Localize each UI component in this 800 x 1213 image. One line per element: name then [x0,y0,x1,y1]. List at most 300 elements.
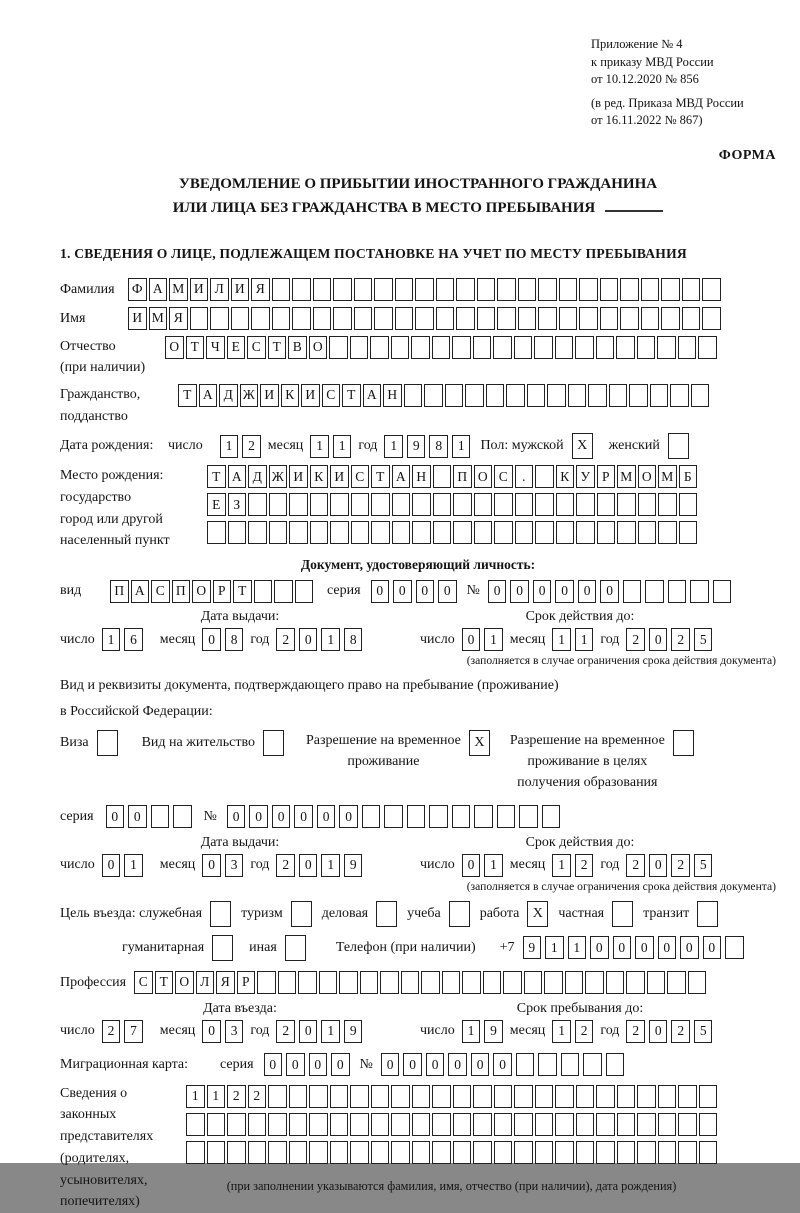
char-cell[interactable] [678,1085,697,1108]
char-cell[interactable]: Е [207,493,226,516]
char-cell[interactable] [477,278,496,301]
char-cell[interactable]: 0 [299,854,318,877]
char-cell[interactable] [295,580,314,603]
char-cell[interactable] [432,1141,451,1164]
char-cell[interactable]: 2 [276,628,295,651]
char-cell[interactable] [248,1141,267,1164]
char-cell[interactable]: И [260,384,279,407]
char-cell[interactable] [412,521,431,544]
char-cell[interactable] [313,278,332,301]
char-cell[interactable] [186,1141,205,1164]
char-cell[interactable] [227,1141,246,1164]
char-cell[interactable]: 0 [613,936,632,959]
char-cell[interactable]: О [474,465,493,488]
char-cell[interactable] [269,521,288,544]
char-cell[interactable] [272,278,291,301]
char-cell[interactable] [661,307,680,330]
char-cell[interactable]: 0 [299,628,318,651]
char-cell[interactable] [486,384,505,407]
char-cell[interactable]: 2 [276,1020,295,1043]
char-cell[interactable] [497,307,516,330]
char-cell[interactable] [606,1053,625,1076]
char-cell[interactable]: 0 [658,936,677,959]
char-cell[interactable] [452,805,471,828]
char-cell[interactable] [494,521,513,544]
char-cell[interactable] [535,493,554,516]
char-cell[interactable]: 0 [680,936,699,959]
char-cell[interactable] [688,971,707,994]
char-cell[interactable] [313,307,332,330]
char-cell[interactable]: 0 [493,1053,512,1076]
char-cell[interactable] [371,521,390,544]
char-cell[interactable] [453,1085,472,1108]
char-cell[interactable]: 0 [106,805,125,828]
char-cell[interactable]: 0 [533,580,552,603]
char-cell[interactable]: 1 [321,854,340,877]
char-cell[interactable] [596,336,615,359]
char-cell[interactable] [424,384,443,407]
char-cell[interactable] [207,521,226,544]
char-cell[interactable]: 0 [202,1020,221,1043]
char-cell[interactable] [606,971,625,994]
char-cell[interactable] [597,493,616,516]
char-cell[interactable] [568,384,587,407]
char-cell[interactable]: 0 [286,1053,305,1076]
char-cell[interactable]: 0 [649,628,668,651]
char-cell[interactable]: 2 [102,1020,121,1043]
char-cell[interactable] [698,336,717,359]
char-cell[interactable] [474,493,493,516]
char-cell[interactable] [637,1085,656,1108]
char-cell[interactable] [575,336,594,359]
purpose-study-checkbox[interactable] [449,901,470,927]
char-cell[interactable] [556,493,575,516]
char-cell[interactable] [251,307,270,330]
char-cell[interactable]: Д [248,465,267,488]
char-cell[interactable] [535,465,554,488]
char-cell[interactable] [351,521,370,544]
char-cell[interactable]: Р [213,580,232,603]
char-cell[interactable] [391,1141,410,1164]
char-cell[interactable] [330,1113,349,1136]
char-cell[interactable] [641,307,660,330]
char-cell[interactable] [514,336,533,359]
temp-permit-checkbox[interactable]: X [469,730,490,756]
char-cell[interactable] [432,336,451,359]
char-cell[interactable]: И [190,278,209,301]
char-cell[interactable]: С [151,580,170,603]
char-cell[interactable]: 0 [471,1053,490,1076]
char-cell[interactable] [620,278,639,301]
char-cell[interactable] [637,1141,656,1164]
char-cell[interactable]: 0 [331,1053,350,1076]
char-cell[interactable]: Т [342,384,361,407]
char-cell[interactable] [538,1053,557,1076]
char-cell[interactable] [371,493,390,516]
purpose-tourism-checkbox[interactable] [291,901,312,927]
char-cell[interactable]: А [392,465,411,488]
char-cell[interactable] [333,278,352,301]
sex-male-checkbox[interactable]: X [572,433,593,459]
char-cell[interactable] [585,971,604,994]
char-cell[interactable] [415,278,434,301]
char-cell[interactable] [392,493,411,516]
char-cell[interactable]: И [289,465,308,488]
char-cell[interactable]: М [149,307,168,330]
char-cell[interactable]: В [288,336,307,359]
char-cell[interactable]: 8 [429,435,448,458]
char-cell[interactable] [576,493,595,516]
char-cell[interactable] [269,493,288,516]
char-cell[interactable]: 8 [225,628,244,651]
char-cell[interactable]: И [128,307,147,330]
char-cell[interactable]: 0 [649,854,668,877]
char-cell[interactable] [207,1141,226,1164]
char-cell[interactable] [699,1085,718,1108]
char-cell[interactable] [579,307,598,330]
char-cell[interactable]: А [363,384,382,407]
char-cell[interactable] [559,307,578,330]
char-cell[interactable]: Ж [269,465,288,488]
char-cell[interactable]: М [617,465,636,488]
char-cell[interactable] [725,936,744,959]
char-cell[interactable]: 2 [626,628,645,651]
char-cell[interactable] [514,1113,533,1136]
char-cell[interactable] [248,1113,267,1136]
char-cell[interactable]: 6 [124,628,143,651]
char-cell[interactable]: 9 [523,936,542,959]
char-cell[interactable] [433,465,452,488]
char-cell[interactable] [371,1113,390,1136]
char-cell[interactable]: 0 [578,580,597,603]
char-cell[interactable] [333,307,352,330]
char-cell[interactable] [477,307,496,330]
char-cell[interactable] [268,1141,287,1164]
char-cell[interactable]: П [453,465,472,488]
char-cell[interactable] [597,521,616,544]
char-cell[interactable]: А [149,278,168,301]
char-cell[interactable] [600,307,619,330]
char-cell[interactable] [391,336,410,359]
char-cell[interactable] [278,971,297,994]
char-cell[interactable] [248,521,267,544]
char-cell[interactable] [272,307,291,330]
char-cell[interactable] [682,278,701,301]
char-cell[interactable] [617,1085,636,1108]
char-cell[interactable]: 0 [462,628,481,651]
char-cell[interactable] [292,307,311,330]
char-cell[interactable] [151,805,170,828]
char-cell[interactable] [374,278,393,301]
char-cell[interactable]: 2 [671,854,690,877]
char-cell[interactable] [620,307,639,330]
char-cell[interactable]: А [199,384,218,407]
char-cell[interactable] [289,1141,308,1164]
char-cell[interactable] [519,805,538,828]
char-cell[interactable] [445,384,464,407]
char-cell[interactable] [617,493,636,516]
char-cell[interactable] [309,1085,328,1108]
char-cell[interactable]: 1 [552,628,571,651]
char-cell[interactable] [647,971,666,994]
char-cell[interactable] [617,1113,636,1136]
char-cell[interactable] [503,971,522,994]
char-cell[interactable] [350,1141,369,1164]
char-cell[interactable]: Т [371,465,390,488]
char-cell[interactable] [576,1141,595,1164]
char-cell[interactable] [354,307,373,330]
char-cell[interactable] [544,971,563,994]
char-cell[interactable] [436,278,455,301]
edu-permit-checkbox[interactable] [673,730,694,756]
char-cell[interactable] [371,1141,390,1164]
char-cell[interactable]: 0 [317,805,336,828]
char-cell[interactable] [330,1085,349,1108]
char-cell[interactable] [351,493,370,516]
char-cell[interactable] [391,1085,410,1108]
char-cell[interactable] [453,1141,472,1164]
char-cell[interactable] [354,278,373,301]
char-cell[interactable]: 0 [600,580,619,603]
char-cell[interactable]: 0 [264,1053,283,1076]
char-cell[interactable]: К [310,465,329,488]
char-cell[interactable] [465,384,484,407]
char-cell[interactable] [474,521,493,544]
char-cell[interactable] [679,493,698,516]
char-cell[interactable] [678,336,697,359]
char-cell[interactable]: С [351,465,370,488]
char-cell[interactable]: Е [227,336,246,359]
char-cell[interactable] [401,971,420,994]
char-cell[interactable] [310,493,329,516]
char-cell[interactable] [292,278,311,301]
char-cell[interactable]: 0 [249,805,268,828]
char-cell[interactable] [494,493,513,516]
char-cell[interactable] [629,384,648,407]
char-cell[interactable] [421,971,440,994]
char-cell[interactable] [330,521,349,544]
char-cell[interactable] [576,521,595,544]
char-cell[interactable] [412,1085,431,1108]
char-cell[interactable] [411,336,430,359]
char-cell[interactable]: 0 [202,628,221,651]
char-cell[interactable] [309,1113,328,1136]
char-cell[interactable] [350,1085,369,1108]
char-cell[interactable] [535,1113,554,1136]
char-cell[interactable] [600,278,619,301]
char-cell[interactable] [559,278,578,301]
char-cell[interactable] [690,580,709,603]
char-cell[interactable] [415,307,434,330]
char-cell[interactable] [432,1113,451,1136]
char-cell[interactable]: . [515,465,534,488]
char-cell[interactable]: Я [216,971,235,994]
char-cell[interactable] [576,1085,595,1108]
char-cell[interactable] [310,521,329,544]
char-cell[interactable]: 0 [555,580,574,603]
char-cell[interactable] [637,336,656,359]
char-cell[interactable] [227,1113,246,1136]
char-cell[interactable] [596,1141,615,1164]
char-cell[interactable]: 1 [124,854,143,877]
char-cell[interactable] [658,521,677,544]
char-cell[interactable]: С [134,971,153,994]
char-cell[interactable]: О [175,971,194,994]
char-cell[interactable]: 1 [462,1020,481,1043]
char-cell[interactable] [309,1141,328,1164]
char-cell[interactable] [268,1113,287,1136]
char-cell[interactable] [412,1113,431,1136]
char-cell[interactable]: С [494,465,513,488]
char-cell[interactable] [516,1053,535,1076]
char-cell[interactable]: Р [597,465,616,488]
char-cell[interactable]: 0 [703,936,722,959]
char-cell[interactable] [392,521,411,544]
char-cell[interactable] [682,307,701,330]
char-cell[interactable] [699,1113,718,1136]
char-cell[interactable] [542,805,561,828]
char-cell[interactable] [407,805,426,828]
char-cell[interactable]: И [301,384,320,407]
char-cell[interactable] [506,384,525,407]
char-cell[interactable] [452,336,471,359]
char-cell[interactable]: 0 [590,936,609,959]
char-cell[interactable] [547,384,566,407]
char-cell[interactable] [436,307,455,330]
char-cell[interactable]: 0 [635,936,654,959]
char-cell[interactable]: 5 [694,1020,713,1043]
char-cell[interactable] [596,1085,615,1108]
char-cell[interactable] [473,1085,492,1108]
char-cell[interactable] [678,1113,697,1136]
char-cell[interactable] [579,278,598,301]
char-cell[interactable] [453,1113,472,1136]
char-cell[interactable]: 0 [393,580,412,603]
char-cell[interactable] [667,971,686,994]
char-cell[interactable]: Л [210,278,229,301]
char-cell[interactable] [339,971,358,994]
char-cell[interactable] [257,971,276,994]
char-cell[interactable]: 0 [438,580,457,603]
char-cell[interactable] [319,971,338,994]
char-cell[interactable] [561,1053,580,1076]
char-cell[interactable]: Т [186,336,205,359]
char-cell[interactable] [515,521,534,544]
char-cell[interactable]: И [330,465,349,488]
char-cell[interactable]: 1 [384,435,403,458]
char-cell[interactable] [497,805,516,828]
char-cell[interactable]: 3 [225,1020,244,1043]
char-cell[interactable] [350,1113,369,1136]
char-cell[interactable]: 9 [344,854,363,877]
char-cell[interactable] [384,805,403,828]
char-cell[interactable]: 1 [186,1085,205,1108]
char-cell[interactable]: 2 [626,1020,645,1043]
char-cell[interactable]: 0 [426,1053,445,1076]
char-cell[interactable]: 3 [225,854,244,877]
char-cell[interactable] [474,805,493,828]
char-cell[interactable]: 0 [462,854,481,877]
char-cell[interactable] [231,307,250,330]
purpose-humanitarian-checkbox[interactable] [212,935,233,961]
char-cell[interactable]: 1 [310,435,329,458]
char-cell[interactable]: 2 [575,854,594,877]
char-cell[interactable]: 9 [407,435,426,458]
char-cell[interactable]: 0 [339,805,358,828]
char-cell[interactable] [535,521,554,544]
char-cell[interactable] [483,971,502,994]
char-cell[interactable] [329,336,348,359]
char-cell[interactable]: З [228,493,247,516]
char-cell[interactable]: 2 [276,854,295,877]
char-cell[interactable]: Л [196,971,215,994]
char-cell[interactable] [362,805,381,828]
char-cell[interactable]: Д [219,384,238,407]
char-cell[interactable] [623,580,642,603]
char-cell[interactable] [380,971,399,994]
char-cell[interactable]: И [231,278,250,301]
visa-checkbox[interactable] [97,730,118,756]
char-cell[interactable]: 1 [321,628,340,651]
char-cell[interactable] [668,580,687,603]
char-cell[interactable]: А [228,465,247,488]
char-cell[interactable]: Р [237,971,256,994]
char-cell[interactable] [330,1141,349,1164]
char-cell[interactable]: 2 [227,1085,246,1108]
char-cell[interactable]: 1 [545,936,564,959]
char-cell[interactable] [514,1085,533,1108]
char-cell[interactable]: 1 [552,1020,571,1043]
char-cell[interactable] [360,971,379,994]
char-cell[interactable]: 9 [484,1020,503,1043]
char-cell[interactable]: 0 [299,1020,318,1043]
char-cell[interactable]: Т [268,336,287,359]
char-cell[interactable] [617,521,636,544]
char-cell[interactable] [433,521,452,544]
char-cell[interactable] [641,278,660,301]
char-cell[interactable]: 0 [448,1053,467,1076]
char-cell[interactable]: 0 [371,580,390,603]
purpose-work-checkbox[interactable]: X [527,901,548,927]
char-cell[interactable]: 0 [309,1053,328,1076]
char-cell[interactable] [645,580,664,603]
char-cell[interactable]: О [192,580,211,603]
char-cell[interactable] [186,1113,205,1136]
char-cell[interactable] [190,307,209,330]
char-cell[interactable]: С [247,336,266,359]
char-cell[interactable] [462,971,481,994]
char-cell[interactable] [433,493,452,516]
purpose-transit-checkbox[interactable] [697,901,718,927]
char-cell[interactable] [412,493,431,516]
char-cell[interactable] [616,336,635,359]
char-cell[interactable]: 1 [220,435,239,458]
char-cell[interactable]: 0 [128,805,147,828]
char-cell[interactable] [412,1141,431,1164]
char-cell[interactable]: К [556,465,575,488]
char-cell[interactable]: П [172,580,191,603]
char-cell[interactable]: 0 [202,854,221,877]
char-cell[interactable] [453,493,472,516]
char-cell[interactable] [657,336,676,359]
char-cell[interactable]: О [638,465,657,488]
char-cell[interactable] [210,307,229,330]
char-cell[interactable]: М [169,278,188,301]
char-cell[interactable] [661,278,680,301]
char-cell[interactable] [374,307,393,330]
char-cell[interactable]: 1 [575,628,594,651]
char-cell[interactable]: Ж [240,384,259,407]
